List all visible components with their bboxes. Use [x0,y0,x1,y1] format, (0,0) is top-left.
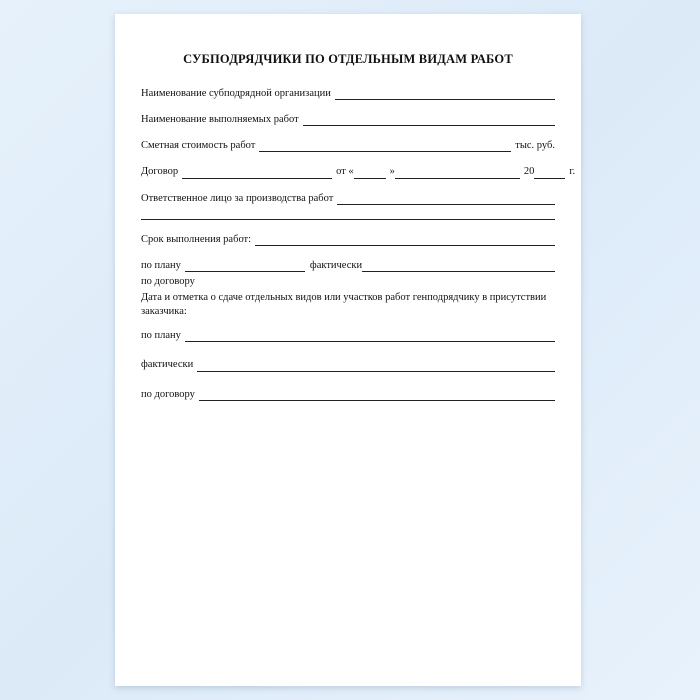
field-works-name [141,113,555,126]
field-by-contract-2-label: по договору [141,388,195,400]
field-contract-year-suffix: г. [569,166,576,178]
field-contract [141,165,576,178]
field-by-plan-2 [141,329,555,342]
field-contract-label: Договор [141,166,179,178]
field-estimate-cost [141,139,555,152]
field-estimate-cost-input[interactable] [259,140,511,152]
field-contract-from-label: от « [336,166,354,178]
field-term-label: Срок выполнения работ: [141,233,252,245]
field-works-name-input[interactable] [303,114,555,126]
field-contract-from-close: » [389,166,395,178]
field-contract-number-input[interactable] [182,167,332,179]
field-by-plan-label: по плану [141,259,181,271]
field-by-contract-2 [141,388,555,401]
field-by-plan-input[interactable] [185,260,305,272]
field-actually-2-input[interactable] [197,360,555,372]
field-contract-day-input[interactable] [354,167,386,179]
field-actually-input[interactable] [362,260,555,272]
field-estimate-cost-units: тыс. руб. [515,140,555,152]
field-term-input[interactable] [255,234,555,246]
field-responsible-person-input-2[interactable] [141,208,555,220]
field-responsible-person-input[interactable] [337,193,555,205]
field-works-name-label: Наименование выполняемых работ [141,114,299,126]
field-by-contract-label: по договору [141,275,195,287]
field-actually-label: фактически [309,259,363,271]
document-sheet [115,14,581,686]
field-by-plan-2-label: по плану [141,330,181,342]
field-org-name [141,87,555,100]
field-by-plan-2-input[interactable] [185,330,555,342]
field-contract-year-label: 20 [523,166,535,178]
field-contract-year-input[interactable] [534,167,565,179]
field-actually-2-label: фактически [141,359,194,371]
field-org-name-label: Наименование субподрядной организации [141,88,331,99]
document-body [115,14,581,401]
field-org-name-input[interactable] [335,88,555,100]
page-title: СУБПОДРЯДЧИКИ ПО ОТДЕЛЬНЫМ ВИДАМ РАБОТ [183,52,513,66]
field-contract-month-input[interactable] [395,167,520,179]
field-responsible-person [141,192,555,205]
field-by-plan [141,259,555,272]
field-term [141,233,555,246]
field-estimate-cost-label: Сметная стоимость работ [141,140,256,152]
field-responsible-person-label: Ответственное лицо за производства работ [141,192,334,204]
field-by-contract-2-input[interactable] [199,389,555,401]
field-actually-2 [141,358,555,371]
handover-note: Дата и отметка о сдаче отдельных видов или участков работ генподрядчику в присутствии заказчика: [141,292,547,318]
field-by-contract [141,275,555,288]
